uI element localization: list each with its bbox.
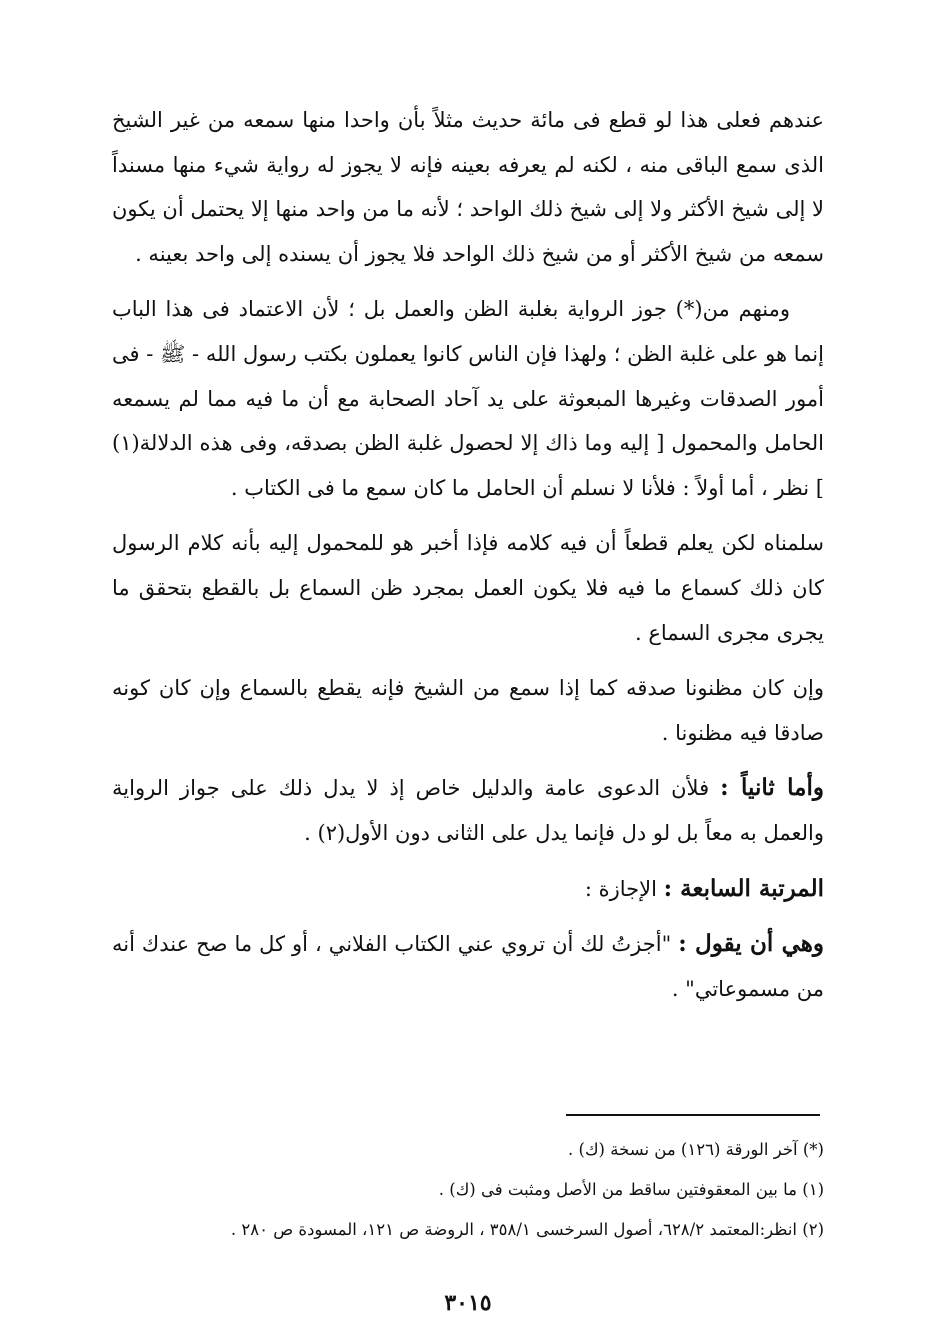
paragraph-2-text: ومنهم من(*) جوز الرواية بغلبة الظن والعمل بل ؛ لأن الاعتماد فى هذا الباب إنما هو على غلبة الظن ؛ ولهذا فإن الناس كانوا يعملون بكتب رسول الله - ﷺ - فى أمور الصدقات وغيرها المبعوثة على يد آحاد الصحابة مع أن ما فيه مما لم يسمعه الحامل والمحمول [ إليه وما ذاك إلا لحصول غلبة الظن بصدقه، وفى هذه الدلالة(١) ] نظر ، أما أولاً : فلأنا لا نسلم أن الحامل ما كان سمع ما فى الكتاب . [112, 297, 824, 500]
paragraph-7-text: "أجزتُ لك أن تروي عني الكتاب الفلاني ، أو كل ما صح عندك أنه من مسموعاتي" . [112, 932, 824, 1001]
main-text [112, 98, 824, 1011]
section-heading-seventh-rank [112, 867, 824, 912]
paragraph-4 [112, 666, 824, 755]
paragraph-4-text: وإن كان مظنونا صدقه كما إذا سمع من الشيخ فإنه يقطع بالسماع وإن كان كونه صادقا فيه مظنونا . [112, 676, 824, 745]
footnote-1: (١) ما بين المعقوفتين ساقط من الأصل ومثبت فى (ك) . [438, 1180, 824, 1199]
paragraph-1 [112, 98, 824, 276]
paragraph-5-lead: وأما ثانياً : [720, 774, 824, 802]
paragraph-2 [112, 287, 824, 510]
paragraph-3 [112, 521, 824, 655]
section-heading-lead: المرتبة السابعة : [663, 874, 824, 902]
paragraph-3-text: سلمناه لكن يعلم قطعاً أن فيه كلامه فإذا أخبر هو للمحمول إليه بأنه كلام الرسول كان ذلك كسماع ما فيه فلا يكون العمل بمجرد ظن السماع بل بالقطع بتحقق ما يجرى مجرى السماع . [112, 531, 824, 645]
paragraph-5-text: فلأن الدعوى عامة والدليل خاص إذ لا يدل ذلك على جواز الرواية والعمل به معاً بل لو دل فإنما يدل على الثانى دون الأول(٢) . [112, 776, 824, 845]
paragraph-5 [112, 766, 824, 855]
footnote-star: (*) آخر الورقة (١٢٦) من نسخة (ك) . [568, 1140, 824, 1159]
paragraph-1-text: عندهم فعلى هذا لو قطع فى مائة حديث مثلاً بأن واحدا منها سمعه من غير الشيخ الذى سمع الباقى منه ، لكنه لم يعرفه بعينه فإنه لا يجوز له رواية شيء منها مسنداً لا إلى شيخ الأكثر ولا إلى شيخ ذلك الواحد ؛ لأنه ما من واحد منها إلا يحتمل أن يكون سمعه من شيخ الأكثر أو من شيخ ذلك الواحد فلا يجوز أن يسنده إلى واحد بعينه . [112, 108, 824, 266]
footnote-divider [566, 1114, 820, 1116]
paragraph-7 [112, 922, 824, 1011]
footnotes [112, 1130, 824, 1250]
section-heading-text: الإجازة : [584, 876, 657, 901]
paragraph-7-lead: وهي أن يقول : [678, 930, 824, 958]
footnote-2: (٢) انظر:المعتمد ٦٢٨/٢، أصول السرخسى ٣٥٨/١ ، الروضة ص ١٢١، المسودة ص ٢٨٠ . [230, 1220, 824, 1239]
page-number: ٣٠١٥ [444, 1290, 492, 1316]
